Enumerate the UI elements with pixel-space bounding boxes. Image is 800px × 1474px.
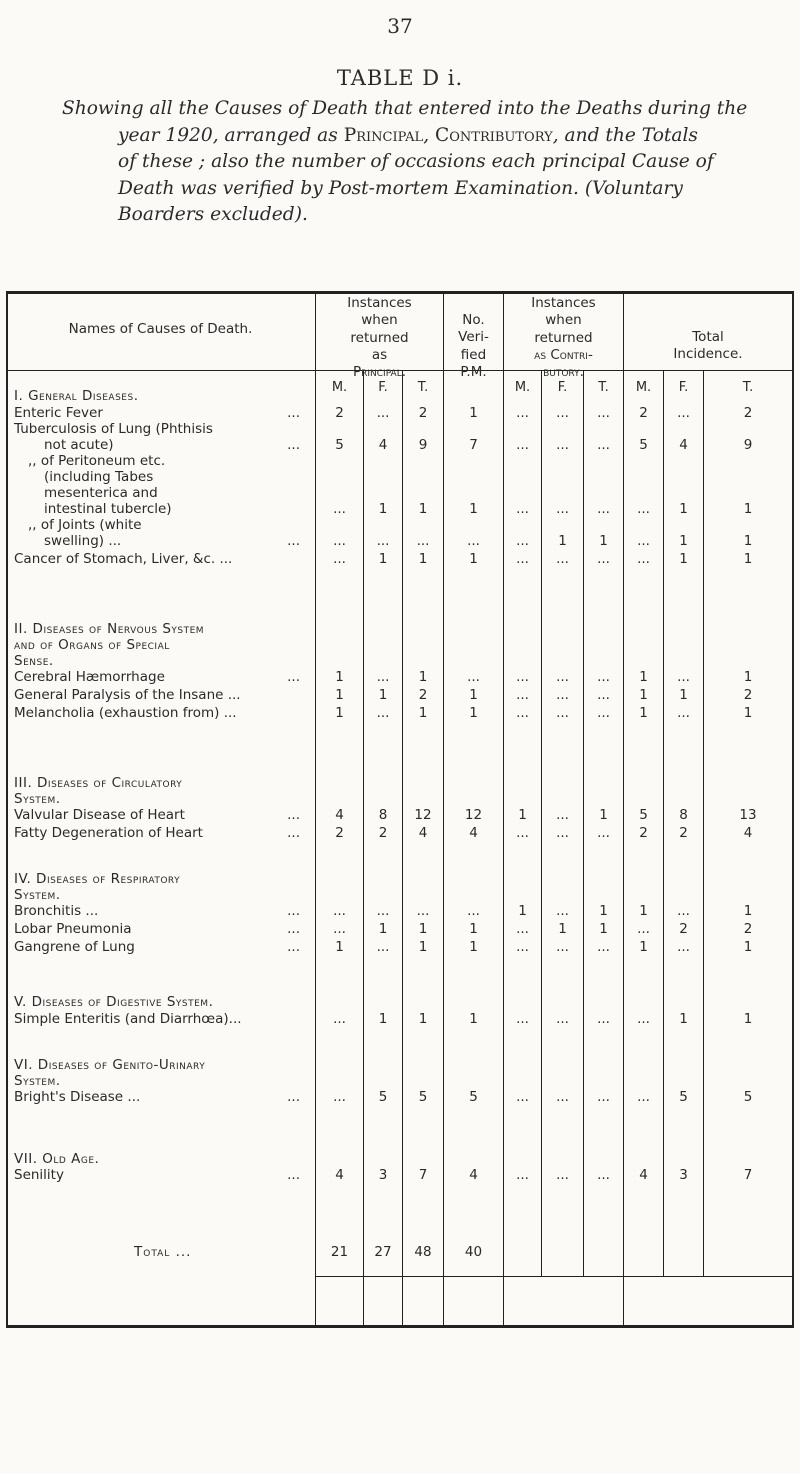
cell: 1	[469, 921, 478, 937]
subheader-f: F.	[557, 380, 568, 395]
row-label-text: Bright's Disease ...	[14, 1089, 141, 1105]
table-left-rule	[6, 291, 8, 1328]
header-line: when	[361, 312, 398, 329]
cell: ...	[556, 903, 569, 919]
cell: 5	[679, 1089, 688, 1105]
cell: 2	[639, 825, 648, 841]
cell: 1	[743, 533, 753, 549]
caption-line: of these ; also the number of occasions each principal Cause of	[118, 151, 714, 172]
leader-dots: ...	[287, 807, 300, 823]
cell: 2	[418, 405, 428, 421]
cell: 1	[743, 903, 753, 919]
row-label-text: Fatty Degeneration of Heart	[14, 825, 203, 841]
cell: 1	[518, 903, 527, 919]
cell: 3	[679, 1167, 688, 1183]
table-right-rule	[792, 291, 794, 1328]
cell: ...	[677, 705, 690, 721]
cell: 1	[599, 807, 608, 823]
cell: 1	[639, 669, 648, 685]
cell: 1	[639, 705, 648, 721]
cell: 1	[679, 501, 688, 517]
cell: 5	[335, 437, 344, 453]
cell: 4	[418, 825, 428, 841]
cell: ...	[376, 533, 390, 549]
subheader-m: M.	[514, 380, 531, 395]
cell: ...	[597, 551, 610, 567]
cell: 1	[335, 939, 344, 955]
row-label-text: Enteric Fever	[14, 405, 103, 421]
cell: 1	[743, 669, 753, 685]
cell: ...	[556, 551, 569, 567]
caption-line: Boarders excluded).	[118, 204, 308, 225]
cell: 1	[599, 903, 608, 919]
row-label-text: Senility	[14, 1167, 64, 1183]
cell: ...	[556, 939, 569, 955]
cell: ...	[376, 705, 390, 721]
cell: 1	[679, 687, 688, 703]
cell: 1	[518, 807, 527, 823]
subheader-t: T.	[598, 380, 609, 395]
cell: 1	[743, 705, 753, 721]
cell: ...	[516, 533, 529, 549]
cell: ...	[516, 1167, 529, 1183]
row-label-text: Cerebral Hæmorrhage	[14, 669, 165, 685]
cell: 1	[378, 1011, 388, 1027]
cell: 1	[639, 903, 648, 919]
cell: 1	[335, 687, 344, 703]
cell: ...	[597, 705, 610, 721]
cell: 1	[743, 1011, 753, 1027]
cell: ...	[333, 551, 346, 567]
cell: ...	[516, 405, 529, 421]
cell: 1	[639, 687, 648, 703]
header-line: Veri-	[458, 329, 489, 346]
cell: 1	[469, 501, 478, 517]
leader-dots: ...	[287, 405, 300, 421]
cell: ...	[597, 1089, 610, 1105]
cell: 2	[679, 825, 688, 841]
subheader-m: M.	[635, 380, 652, 395]
cell: ...	[677, 903, 690, 919]
cell: 1	[469, 551, 478, 567]
leader-dots: ...	[287, 437, 300, 453]
cell: ...	[376, 669, 390, 685]
leader-dots: ...	[287, 921, 300, 937]
cell: ...	[333, 1089, 346, 1105]
cell: 1	[469, 405, 478, 421]
row-label	[14, 437, 308, 454]
row-label	[14, 669, 308, 686]
cell: ...	[333, 903, 346, 919]
subheader-t: T.	[417, 380, 429, 395]
leader-dots: ...	[287, 533, 300, 549]
cell: ...	[597, 437, 610, 453]
cell: 2	[679, 921, 688, 937]
cell: ...	[597, 687, 610, 703]
cell: ...	[516, 669, 529, 685]
cell: ...	[516, 437, 529, 453]
header-line: Total	[692, 329, 724, 345]
cell: 7	[418, 1167, 428, 1183]
cell: ...	[556, 1167, 569, 1183]
cell: 1	[418, 939, 428, 955]
cell: ...	[516, 939, 529, 955]
subheader-m: M.	[331, 380, 348, 395]
row-label-text: Gangrene of Lung	[14, 939, 135, 955]
cell: 5	[639, 807, 648, 823]
header-line: Incidence.	[673, 346, 743, 363]
cell: 4	[743, 825, 753, 841]
causes-of-death-table	[6, 291, 794, 1328]
cell: 9	[743, 437, 753, 453]
cell: 4	[335, 1167, 344, 1183]
section-heading: System.	[14, 1073, 61, 1089]
total-cell: 27	[374, 1244, 392, 1260]
cell: 1	[418, 551, 428, 567]
table-top-rule	[6, 291, 794, 294]
row-label-text: Bronchitis ...	[14, 903, 99, 919]
cell: ...	[516, 1089, 529, 1105]
cell: ...	[516, 825, 529, 841]
cell: ...	[467, 533, 480, 549]
header-line: Principal.	[352, 364, 407, 381]
totals-rule	[315, 1276, 794, 1277]
total-label: Total ...	[134, 1244, 192, 1260]
row-label	[14, 533, 308, 550]
section-heading: VII. Old Age.	[14, 1151, 100, 1167]
cell: 1	[743, 501, 753, 517]
cell: 2	[378, 825, 388, 841]
row-label	[14, 807, 308, 824]
cell: ...	[556, 437, 569, 453]
cell: ...	[556, 705, 569, 721]
cell: ...	[677, 939, 690, 955]
section-heading: VI. Diseases of Genito-Urinary	[14, 1057, 206, 1073]
row-label: (including Tabes	[44, 469, 154, 485]
cell: 2	[335, 825, 344, 841]
leader-dots: ...	[287, 903, 300, 919]
cell: 8	[679, 807, 688, 823]
cell: 4	[469, 825, 478, 841]
cell: 1	[335, 705, 344, 721]
header-line: Instances	[347, 295, 412, 311]
cell: 1	[558, 921, 567, 937]
cell: ...	[597, 1167, 610, 1183]
cell: 1	[469, 705, 478, 721]
cell: ...	[467, 669, 480, 685]
cell: ...	[376, 939, 390, 955]
leader-dots: ...	[287, 669, 300, 685]
cell: ...	[637, 533, 650, 549]
cell: ...	[333, 501, 346, 517]
cell: ...	[556, 669, 569, 685]
header-line: No.	[462, 312, 485, 328]
section-heading: System.	[14, 791, 61, 807]
cell: 1	[335, 669, 344, 685]
cell: 9	[418, 437, 428, 453]
subheader-t: T.	[742, 380, 754, 395]
section-heading: I. General Diseases.	[14, 388, 139, 404]
row-label: intestinal tubercle)	[44, 501, 172, 517]
row-label-text: Lobar Pneumonia	[14, 921, 132, 937]
section-heading: IV. Diseases of Respiratory	[14, 871, 181, 887]
row-label	[14, 405, 308, 422]
row-label: Cancer of Stomach, Liver, &c. ...	[14, 551, 233, 567]
cell: ...	[637, 501, 650, 517]
row-label	[14, 1167, 308, 1184]
cell: ...	[556, 1011, 569, 1027]
header-line: Instances	[531, 295, 596, 311]
cell: 1	[639, 939, 648, 955]
caption-principal: Principal	[343, 124, 424, 146]
cell: ...	[597, 405, 610, 421]
header-line: fied	[460, 346, 487, 363]
header-total	[624, 329, 792, 364]
total-cell: 21	[330, 1244, 349, 1260]
cell: ...	[516, 551, 529, 567]
header-line: butory.	[543, 364, 584, 381]
cell: ...	[467, 903, 480, 919]
cell: 2	[639, 405, 648, 421]
cell: 5	[418, 1089, 428, 1105]
cell: ...	[333, 1011, 346, 1027]
cell: ...	[516, 501, 529, 517]
row-label	[14, 825, 308, 842]
row-label-text: Valvular Disease of Heart	[14, 807, 185, 823]
caption-contributory: Contributory	[435, 124, 553, 146]
cell: ...	[597, 939, 610, 955]
cell: ...	[597, 1011, 610, 1027]
header-line: when	[545, 312, 582, 329]
total-cell: 40	[464, 1244, 483, 1260]
section-heading: II. Diseases of Nervous System	[14, 621, 205, 637]
total-cell: 48	[414, 1244, 432, 1260]
row-label: ,, of Peritoneum etc.	[28, 453, 166, 469]
caption-text: ,	[423, 124, 436, 146]
row-label: ,, of Joints (white	[28, 517, 142, 533]
cell: ...	[556, 405, 569, 421]
cell: 2	[743, 405, 753, 421]
cell: ...	[556, 1089, 569, 1105]
row-label: Melancholia (exhaustion from) ...	[14, 705, 237, 721]
cell: 1	[378, 921, 388, 937]
cell: 4	[378, 437, 388, 453]
cell: ...	[376, 903, 390, 919]
cell: 1	[743, 939, 753, 955]
cell: 8	[378, 807, 388, 823]
leader-dots: ...	[287, 825, 300, 841]
cell: 1	[378, 687, 388, 703]
cell: 5	[469, 1089, 478, 1105]
section-heading: III. Diseases of Circulatory	[14, 775, 183, 791]
cell: 2	[743, 687, 753, 703]
caption-text: year 1920, arranged as	[118, 124, 344, 146]
leader-dots: ...	[287, 1167, 300, 1183]
cell: 13	[739, 807, 757, 823]
cell: 1	[378, 501, 388, 517]
cell: ...	[516, 1011, 529, 1027]
cell: 1	[378, 551, 388, 567]
header-verified	[444, 312, 503, 381]
row-label: mesenterica and	[44, 485, 158, 501]
cell: ...	[416, 903, 430, 919]
header-line: as Contri-	[534, 346, 593, 363]
caption-line: Death was verified by Post-mortem Examination. (Voluntary	[118, 177, 683, 199]
cell: 3	[378, 1167, 388, 1183]
cell: ...	[333, 533, 346, 549]
row-label	[14, 921, 308, 938]
cell: ...	[637, 1011, 650, 1027]
cell: 1	[418, 1011, 428, 1027]
cell: ...	[516, 705, 529, 721]
subheader-f: F.	[378, 380, 388, 395]
page-number: 37	[387, 14, 413, 38]
cell: ...	[637, 921, 650, 937]
row-label: Simple Enteritis (and Diarrhœa)...	[14, 1011, 242, 1027]
header-line: as	[371, 346, 388, 363]
caption-text: , and the Totals	[552, 124, 698, 146]
cell: ...	[677, 669, 690, 685]
cell: 1	[469, 1011, 478, 1027]
cell: 1	[418, 501, 428, 517]
cell: 4	[639, 1167, 648, 1183]
header-line: returned	[534, 329, 593, 346]
row-label-text: swelling) ...	[44, 533, 122, 549]
cell: 4	[679, 437, 688, 453]
cell: 1	[743, 551, 753, 567]
leader-dots: ...	[287, 1089, 300, 1105]
cell: 2	[743, 921, 753, 937]
cell: ...	[333, 921, 346, 937]
cell: 1	[418, 921, 428, 937]
row-label	[14, 903, 308, 920]
cell: 4	[469, 1167, 478, 1183]
cell: 5	[378, 1089, 388, 1105]
cell: 7	[743, 1167, 753, 1183]
cell: ...	[556, 825, 569, 841]
cell: 1	[469, 687, 478, 703]
cell: 7	[469, 437, 478, 453]
header-line: returned	[350, 329, 409, 346]
cell: 2	[335, 405, 344, 421]
header-line: P.M.	[460, 363, 487, 380]
cell: 1	[679, 551, 688, 567]
cell: 4	[335, 807, 344, 823]
cell: ...	[516, 687, 529, 703]
section-heading: Sense.	[14, 653, 54, 669]
cell: ...	[516, 921, 529, 937]
cell: 2	[418, 687, 428, 703]
row-label: General Paralysis of the Insane ...	[14, 687, 241, 703]
subheader-f: F.	[678, 380, 689, 395]
header-principal	[316, 295, 443, 381]
cell: ...	[677, 405, 690, 421]
cell: 1	[418, 669, 428, 685]
cell: ...	[597, 669, 610, 685]
cell: 1	[599, 921, 608, 937]
cell: ...	[416, 533, 430, 549]
header-contributory	[504, 295, 623, 381]
cell: 5	[743, 1089, 753, 1105]
cell: ...	[556, 501, 569, 517]
section-heading: V. Diseases of Digestive System.	[14, 994, 214, 1010]
cell: 12	[464, 807, 483, 823]
cell: 12	[414, 807, 432, 823]
cell: ...	[597, 501, 610, 517]
row-label: Tuberculosis of Lung (Phthisis	[14, 421, 213, 437]
table-caption	[62, 96, 752, 229]
cell: 1	[679, 1011, 688, 1027]
table-title: TABLE D i.	[336, 66, 464, 90]
cell: ...	[556, 807, 569, 823]
cell: 1	[418, 705, 428, 721]
cell: 1	[469, 939, 478, 955]
cell: 1	[558, 533, 567, 549]
cell: ...	[637, 1089, 650, 1105]
caption-line: Showing all the Causes of Death that entered into the Deaths during the	[62, 98, 748, 119]
section-heading: and of Organs of Special	[14, 637, 170, 653]
table-bottom-rule	[6, 1325, 794, 1328]
row-label	[14, 939, 308, 956]
section-heading: System.	[14, 887, 61, 903]
leader-dots: ...	[287, 939, 300, 955]
caption-line	[62, 123, 752, 150]
cell: 1	[599, 533, 608, 549]
cell: 1	[679, 533, 688, 549]
cell: ...	[556, 687, 569, 703]
cell: 5	[639, 437, 648, 453]
cell: ...	[637, 551, 650, 567]
header-names: Names of Causes of Death.	[68, 321, 253, 337]
cell: ...	[597, 825, 610, 841]
cell: ...	[376, 405, 390, 421]
row-label	[14, 1089, 308, 1106]
row-label-text: not acute)	[44, 437, 114, 453]
